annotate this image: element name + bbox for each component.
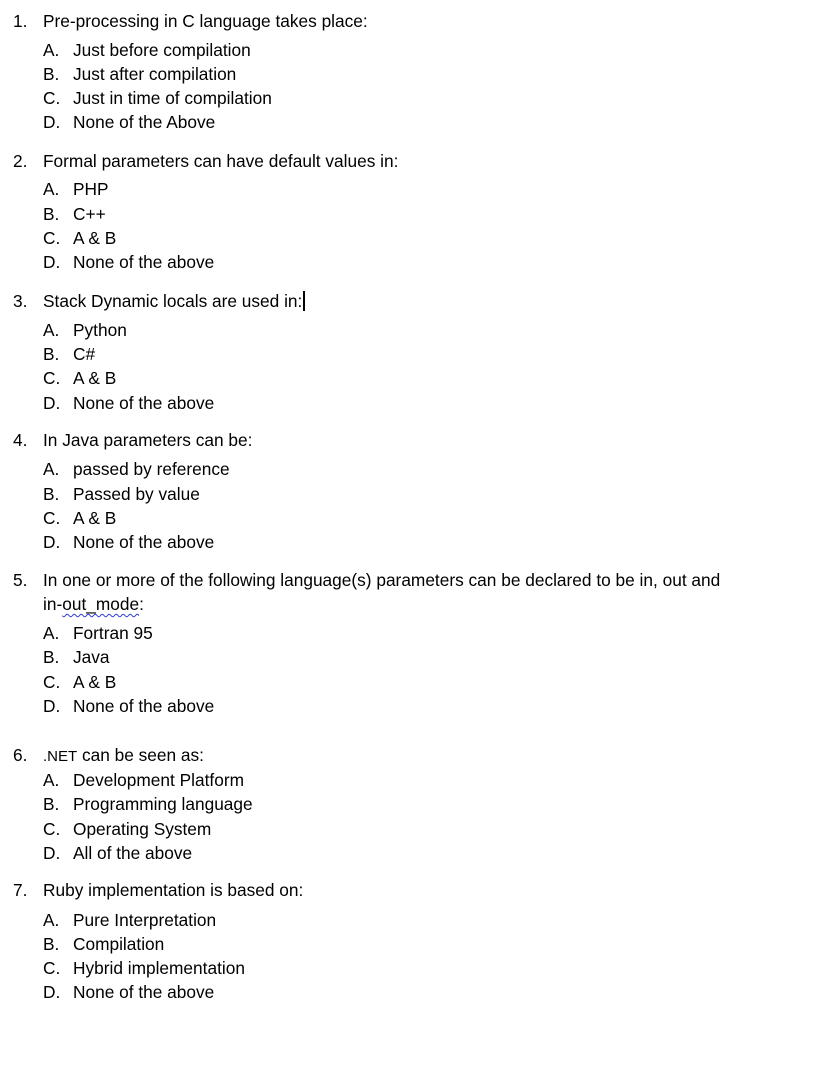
option-letter: A. — [43, 770, 60, 790]
option-letter: A. — [43, 40, 60, 60]
option-letter: C. — [43, 958, 61, 978]
option-letter: B. — [43, 344, 60, 364]
question-number: 6. — [13, 745, 28, 765]
option-text: None of the above — [73, 696, 215, 716]
question-number: 7. — [13, 880, 28, 900]
option-letter: D. — [43, 532, 61, 552]
question-number: 5. — [13, 570, 28, 590]
option-letter: A. — [43, 459, 60, 479]
option-text: Just before compilation — [73, 40, 251, 60]
option-text: None of the above — [73, 532, 215, 552]
option-letter: D. — [43, 696, 61, 716]
option-letter: B. — [43, 647, 60, 667]
question-text-part: : — [139, 594, 144, 614]
question-text: In Java parameters can be: — [43, 430, 253, 450]
question-text: Pre-processing in C language takes place: — [43, 11, 368, 31]
option-letter: A. — [43, 910, 60, 930]
option-letter: A. — [43, 179, 60, 199]
option-letter: B. — [43, 484, 60, 504]
option-text: A & B — [73, 228, 117, 248]
option-text: Compilation — [73, 934, 165, 954]
option-letter: A. — [43, 623, 60, 643]
option-letter: A. — [43, 320, 60, 340]
option-text: Operating System — [73, 819, 212, 839]
option-letter: C. — [43, 228, 61, 248]
option-letter: D. — [43, 112, 61, 132]
option-text: Programming language — [73, 794, 253, 814]
question-text-part: in- — [43, 594, 63, 614]
option-text: passed by reference — [73, 459, 230, 479]
option-text: None of the above — [73, 982, 215, 1002]
option-letter: B. — [43, 794, 60, 814]
question-number: 2. — [13, 151, 28, 171]
option-text: A & B — [73, 672, 117, 692]
question-number: 3. — [13, 291, 28, 311]
option-letter: B. — [43, 934, 60, 954]
option-text: A & B — [73, 368, 117, 388]
question-text-part: .NET — [43, 748, 78, 765]
question-text: Ruby implementation is based on: — [43, 880, 304, 900]
option-text: Development Platform — [73, 770, 244, 790]
option-text: Pure Interpretation — [73, 910, 217, 930]
question-text: Stack Dynamic locals are used in: — [43, 291, 303, 311]
option-letter: C. — [43, 368, 61, 388]
option-letter: C. — [43, 819, 61, 839]
question-text: In one or more of the following language(s) parameters can be declared to be in, out and — [43, 570, 721, 590]
option-text: Just in time of compilation — [73, 88, 272, 108]
option-text: Fortran 95 — [73, 623, 153, 643]
option-text: PHP — [73, 179, 109, 199]
option-text: C# — [73, 344, 96, 364]
option-letter: D. — [43, 393, 61, 413]
question-text-continued — [43, 592, 144, 616]
text-cursor — [303, 291, 305, 311]
option-text: None of the above — [73, 393, 215, 413]
option-letter: C. — [43, 508, 61, 528]
option-letter: B. — [43, 204, 60, 224]
option-letter: D. — [43, 843, 61, 863]
option-letter: B. — [43, 64, 60, 84]
option-letter: D. — [43, 982, 61, 1002]
option-text: Python — [73, 320, 127, 340]
option-text: Hybrid implementation — [73, 958, 245, 978]
question-text: Formal parameters can have default values in: — [43, 151, 399, 171]
question-text-part: can be seen as: — [77, 745, 204, 765]
option-text: Passed by value — [73, 484, 200, 504]
option-text: C++ — [73, 204, 106, 224]
option-letter: C. — [43, 672, 61, 692]
question-number: 4. — [13, 430, 28, 450]
option-text: Java — [73, 647, 110, 667]
question-text-line — [43, 743, 204, 767]
option-text: None of the above — [73, 252, 215, 272]
spellcheck-flagged-word[interactable]: out_mode — [62, 594, 140, 614]
question-text-line[interactable] — [43, 289, 305, 313]
option-text: Just after compilation — [73, 64, 237, 84]
option-letter: D. — [43, 252, 61, 272]
option-text: All of the above — [73, 843, 193, 863]
option-text: A & B — [73, 508, 117, 528]
option-text: None of the Above — [73, 112, 216, 132]
question-number: 1. — [13, 11, 28, 31]
option-letter: C. — [43, 88, 61, 108]
